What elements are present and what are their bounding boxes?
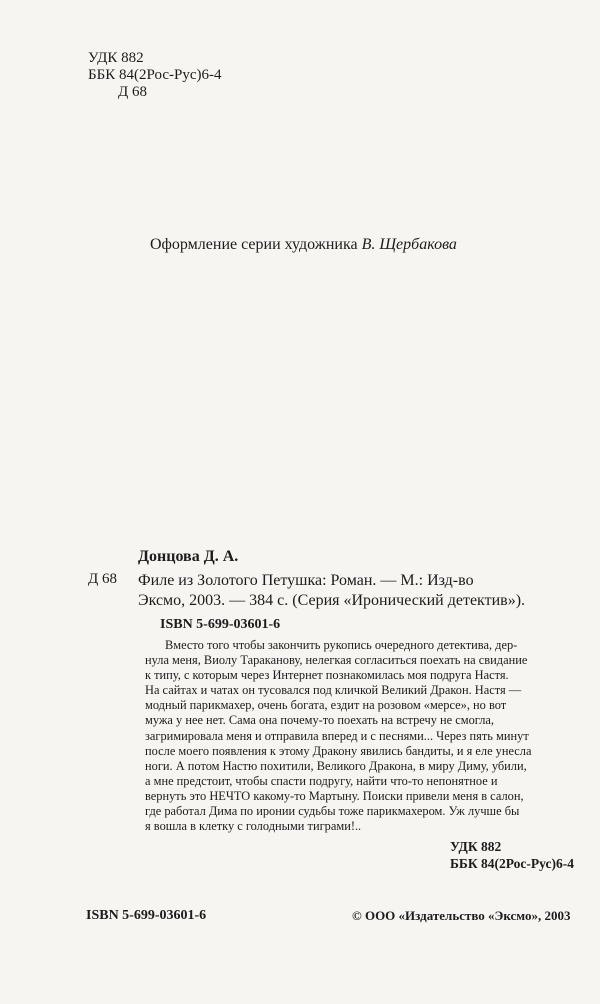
classification-codes-top <box>88 50 221 101</box>
annotation-line: загримировала меня и отправила вперед и с песнями... Через пять минут <box>145 728 529 743</box>
bibliographic-description <box>138 571 525 611</box>
annotation-line: вернуть это НЕЧТО какому-то Мартыну. Поиски привели меня в салон, <box>145 788 524 803</box>
annotation-line: после моего появления к этому Дракону явились бандиты, и я еле унесла <box>145 743 532 758</box>
annotation-line: нула меня, Виолу Тараканову, нелегкая согласиться поехать на свидание <box>145 653 528 668</box>
annotation <box>145 638 590 834</box>
design-artist: В. Щербакова <box>361 236 457 253</box>
udk-code: УДК 882 <box>88 50 144 66</box>
annotation-line: Вместо того чтобы закончить рукопись очередного детектива, дер- <box>165 638 518 652</box>
copyright-notice: © ООО «Издательство «Эксмо», 2003 <box>352 908 571 923</box>
author-mark: Д 68 <box>118 84 147 100</box>
record-isbn: ISBN 5-699-03601-6 <box>160 617 281 632</box>
annotation-line: модный парикмахер, очень богата, ездит на розовом «мерсе», но вот <box>145 698 507 713</box>
annotation-line: к типу, с которым через Интернет познакомилась моя подруга Настя. <box>145 668 509 683</box>
design-credit-text: Оформление серии художника <box>150 236 362 253</box>
bbk-code-bottom: ББК 84(2Рос-Рус)6-4 <box>450 856 574 871</box>
annotation-line: а мне предстоит, чтобы спасти подругу, найти что-то непонятное и <box>145 773 498 788</box>
annotation-line: где работал Дима по иронии судьбы тоже парикмахером. Уж лучше бы <box>145 804 520 819</box>
annotation-line: мужа у нее нет. Сама она почему-то поехать на встречу не смогла, <box>145 713 495 728</box>
title-line-2: Эксмо, 2003. — 384 с. (Серия «Иронический детектив»). <box>138 592 526 609</box>
annotation-line: На сайтах и чатах он тусовался под кличкой Великий Дракон. Настя — <box>145 683 522 698</box>
annotation-line: я вошла в клетку с голодными тиграми!.. <box>145 819 362 834</box>
series-design-credit <box>150 236 457 254</box>
classification-codes-bottom <box>450 838 574 872</box>
record-author: Донцова Д. А. <box>138 548 239 565</box>
footer-isbn: ISBN 5-699-03601-6 <box>86 908 207 923</box>
udk-code-bottom: УДК 882 <box>450 839 502 854</box>
record-author-mark: Д 68 <box>88 571 117 587</box>
title-line-1: Филе из Золотого Петушка: Роман. — М.: Изд-во <box>138 572 474 589</box>
bbk-code: ББК 84(2Рос-Рус)6-4 <box>88 67 222 83</box>
annotation-line: ноги. А потом Настю похитили, Великого Дракона, в миру Диму, убили, <box>145 758 527 773</box>
